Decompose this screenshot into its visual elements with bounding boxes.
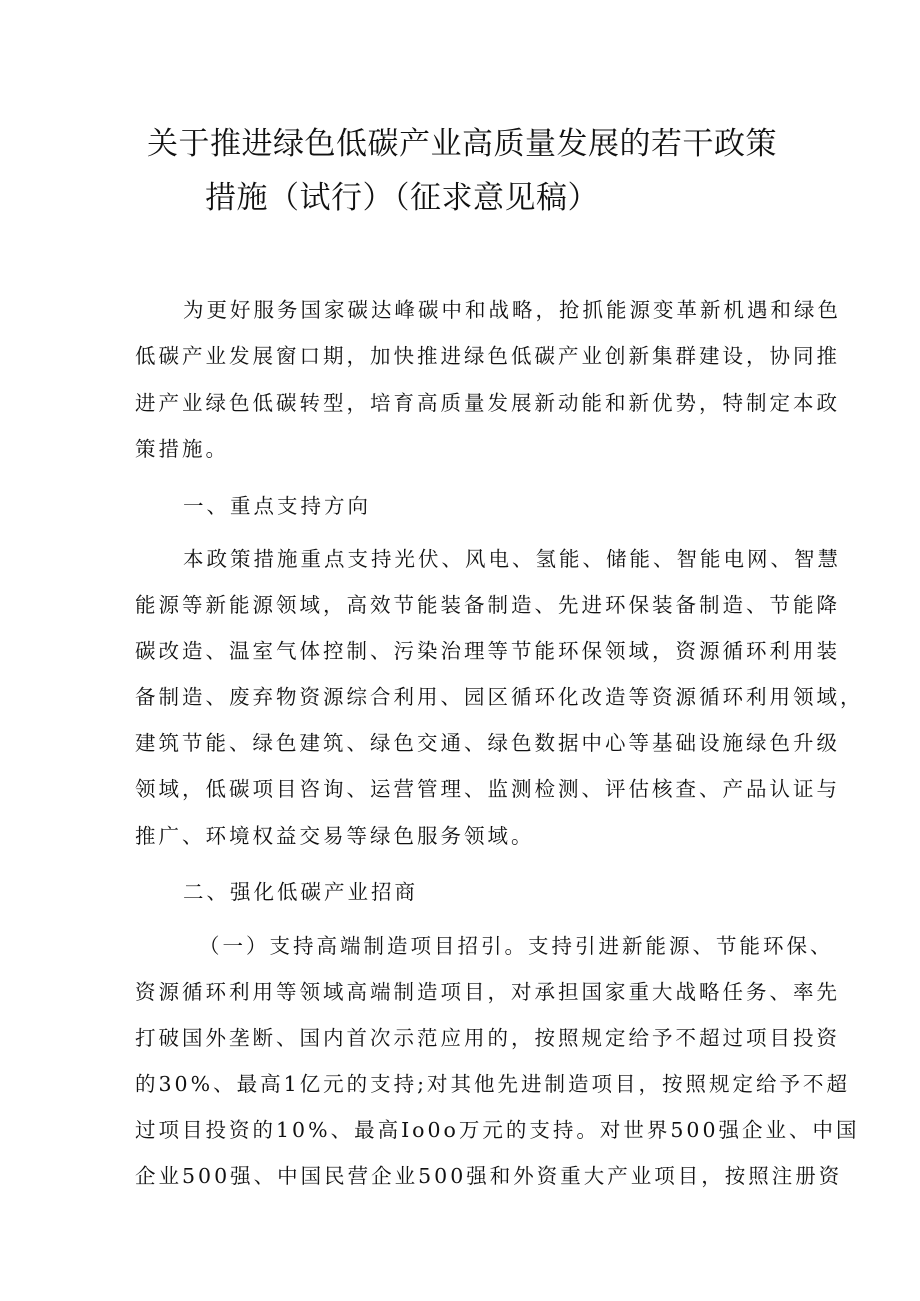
document-title-line-1: 关于推进绿色低碳产业高质量发展的若干政策	[147, 126, 777, 162]
support-directions-line-3: 碳改造、温室气体控制、污染治理等节能环保领域，资源循环利用装	[135, 639, 840, 663]
document-title-line-2: 措施（试行）（征求意见稿）	[205, 180, 599, 216]
item-1-line-3: 打破国外垄断、国内首次示范应用的，按照规定给予不超过项目投资	[135, 1026, 840, 1050]
item-1-line-5: 过项目投资的10%、最高Io0o万元的支持。对世界500强企业、中国	[135, 1118, 860, 1142]
item-1-line-2: 资源循环利用等领域高端制造项目，对承担国家重大战略任务、率先	[135, 980, 840, 1004]
item-1-line-4: 的30%、最高1亿元的支持;对其他先进制造项目，按照规定给予不超	[135, 1072, 851, 1096]
support-directions-line-5: 建筑节能、绿色建筑、绿色交通、绿色数据中心等基础设施绿色升级	[135, 731, 840, 755]
preamble-line-2: 低碳产业发展窗口期，加快推进绿色低碳产业创新集群建设，协同推	[135, 344, 840, 368]
preamble-line-1: 为更好服务国家碳达峰碳中和战略，抢抓能源变革新机遇和绿色	[183, 298, 841, 322]
section-heading-2: 二、强化低碳产业招商	[183, 880, 418, 904]
item-1-line-6: 企业500强、中国民营企业500强和外资重大产业项目，按照注册资	[135, 1164, 843, 1188]
item-1-line-1: （一）支持高端制造项目招引。支持引进新能源、节能环保、	[199, 934, 834, 958]
support-directions-line-7: 推广、环境权益交易等绿色服务领域。	[135, 824, 535, 848]
support-directions-line-4: 备制造、废弃物资源综合利用、园区循环化改造等资源循环利用领域，	[135, 685, 864, 709]
section-heading-1: 一、重点支持方向	[183, 494, 371, 518]
preamble-line-4: 策措施。	[135, 437, 229, 461]
preamble-line-3: 进产业绿色低碳转型，培育高质量发展新动能和新优势，特制定本政	[135, 391, 840, 415]
support-directions-line-6: 领域，低碳项目咨询、运营管理、监测检测、评估核查、产品认证与	[135, 777, 840, 801]
support-directions-line-2: 能源等新能源领域，高效节能装备制造、先进环保装备制造、节能降	[135, 593, 840, 617]
support-directions-line-1: 本政策措施重点支持光伏、风电、氢能、储能、智能电网、智慧	[183, 547, 841, 571]
